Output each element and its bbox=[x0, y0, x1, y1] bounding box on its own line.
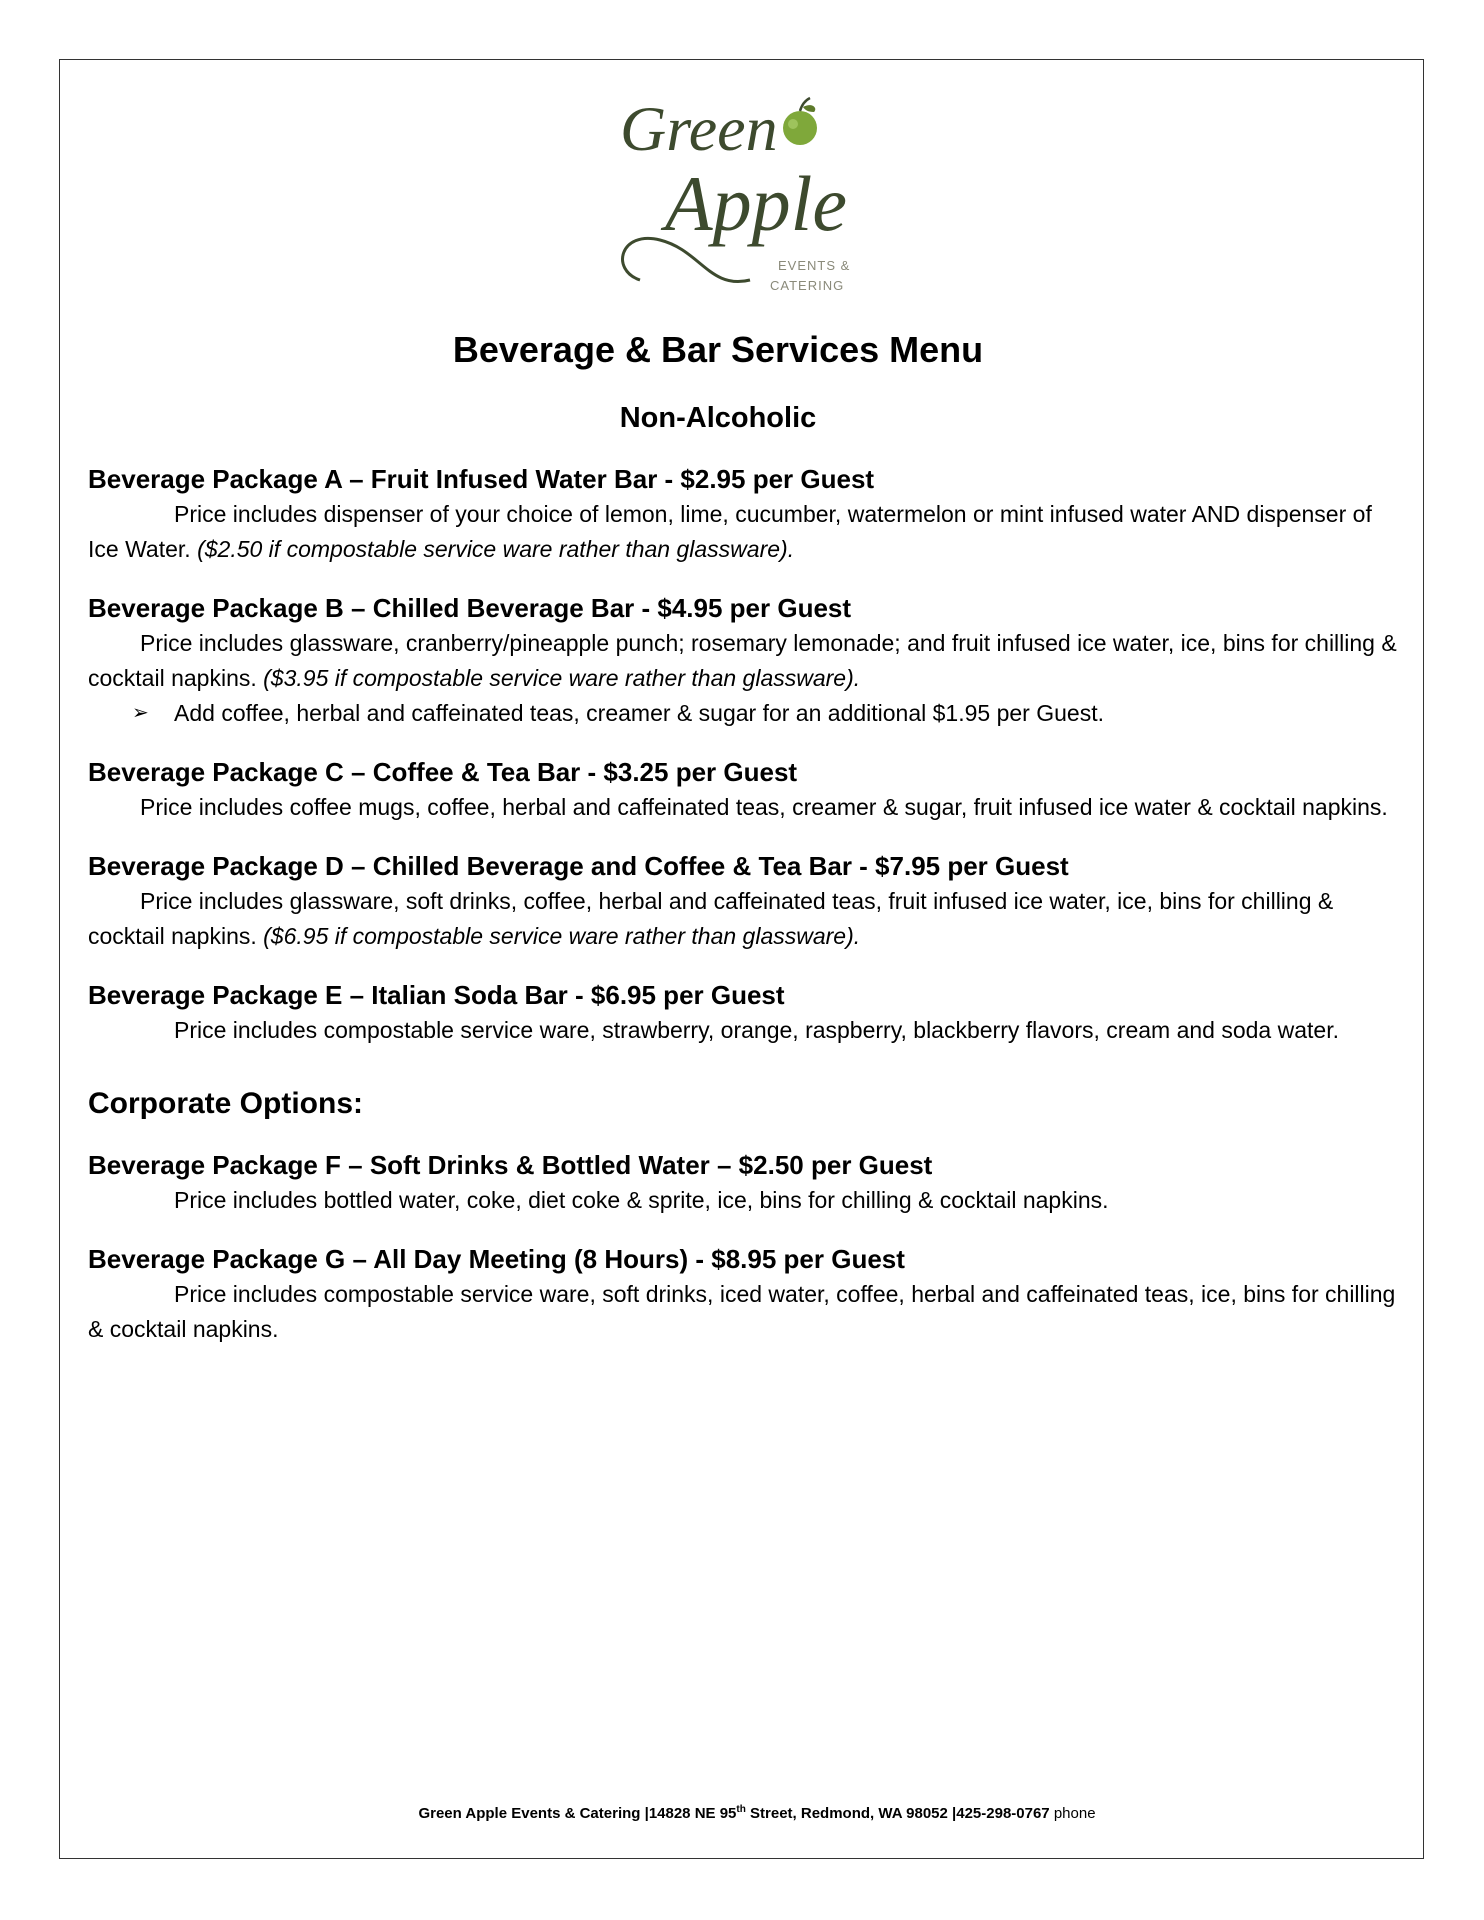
green-apple-logo bbox=[600, 80, 890, 310]
package-heading: Beverage Package C – Coffee & Tea Bar - $3.25 per Guest bbox=[88, 756, 798, 787]
package-heading: Beverage Package F – Soft Drinks & Bottled Water – $2.50 per Guest bbox=[88, 1149, 933, 1180]
apple-icon bbox=[783, 98, 817, 145]
footer-address: 14828 NE 95th Street, Redmond, WA 98052 bbox=[648, 1804, 948, 1822]
package-addon: ➢ Add coffee, herbal and caffeinated teas, creamer & sugar for an additional $1.95 per Guest. bbox=[88, 696, 1398, 731]
package-d bbox=[88, 849, 1398, 954]
package-description: Price includes coffee mugs, coffee, herbal and caffeinated teas, creamer & sugar, fruit infused ice water & cocktail napkins. bbox=[140, 793, 1388, 820]
package-description: Price includes dispenser of your choice of lemon, lime, cucumber, watermelon or mint infused water AND dispenser of Ice Water. ($2.50 if compostable service ware rather than glassware). bbox=[88, 500, 1372, 562]
package-note: ($3.95 if compostable service ware rather than glassware). bbox=[263, 664, 861, 691]
package-description: Price includes compostable service ware, strawberry, orange, raspberry, blackberry flavors, cream and soda water. bbox=[174, 1016, 1339, 1043]
package-description: Price includes compostable service ware, soft drinks, iced water, coffee, herbal and caffeinated teas, ice, bins for chilling & cocktail napkins. bbox=[88, 1280, 1396, 1342]
package-f bbox=[88, 1148, 1398, 1218]
footer-phone-label: phone bbox=[1049, 1805, 1096, 1822]
package-description: Price includes bottled water, coke, diet coke & sprite, ice, bins for chilling & cocktail napkins. bbox=[174, 1186, 1109, 1213]
package-note: ($6.95 if compostable service ware rather than glassware). bbox=[263, 922, 861, 949]
section-title-non-alcoholic: Non-Alcoholic bbox=[619, 402, 817, 435]
package-heading: Beverage Package B – Chilled Beverage Bar - $4.95 per Guest bbox=[88, 592, 852, 623]
footer-company: Green Apple Events & Catering bbox=[418, 1805, 641, 1822]
package-heading: Beverage Package E – Italian Soda Bar - $6.95 per Guest bbox=[88, 979, 785, 1010]
package-description: Price includes glassware, cranberry/pineapple punch; rosemary lemonade; and fruit infused ice water, ice, bins for chilling & cocktail napkins. ($3.95 if compostable service ware rather than glassware). bbox=[88, 629, 1397, 691]
logo-word-green: Green bbox=[620, 93, 778, 164]
logo-tagline-catering: CATERING bbox=[770, 278, 845, 293]
logo-word-apple: Apple bbox=[665, 160, 847, 247]
logo-tagline-events: EVENTS & bbox=[778, 258, 851, 273]
package-e bbox=[88, 978, 1398, 1048]
package-g bbox=[88, 1242, 1398, 1347]
footer-phone: 425-298-0767 bbox=[956, 1805, 1050, 1822]
package-heading: Beverage Package G – All Day Meeting (8 Hours) - $8.95 per Guest bbox=[88, 1243, 905, 1274]
package-description: Price includes glassware, soft drinks, coffee, herbal and caffeinated teas, fruit infused ice water, ice, bins for chilling & cocktail napkins. ($6.95 if compostable service ware rather than glassware). bbox=[88, 887, 1334, 949]
package-c bbox=[88, 755, 1398, 825]
package-b bbox=[88, 591, 1398, 731]
arrow-bullet-icon: ➢ bbox=[132, 701, 149, 724]
page-footer: Green Apple Events & Catering |14828 NE 95th Street, Redmond, WA 98052 |425-298-0767 phone bbox=[418, 1804, 1096, 1822]
package-heading: Beverage Package A – Fruit Infused Water Bar - $2.95 per Guest bbox=[88, 463, 875, 494]
section-title-corporate: Corporate Options: bbox=[88, 1086, 363, 1120]
package-heading: Beverage Package D – Chilled Beverage and Coffee & Tea Bar - $7.95 per Guest bbox=[88, 850, 1069, 881]
menu-content bbox=[88, 320, 1398, 1347]
page-title: Beverage & Bar Services Menu bbox=[452, 329, 984, 370]
package-note: ($2.50 if compostable service ware rather than glassware). bbox=[197, 535, 795, 562]
package-a bbox=[88, 462, 1398, 567]
